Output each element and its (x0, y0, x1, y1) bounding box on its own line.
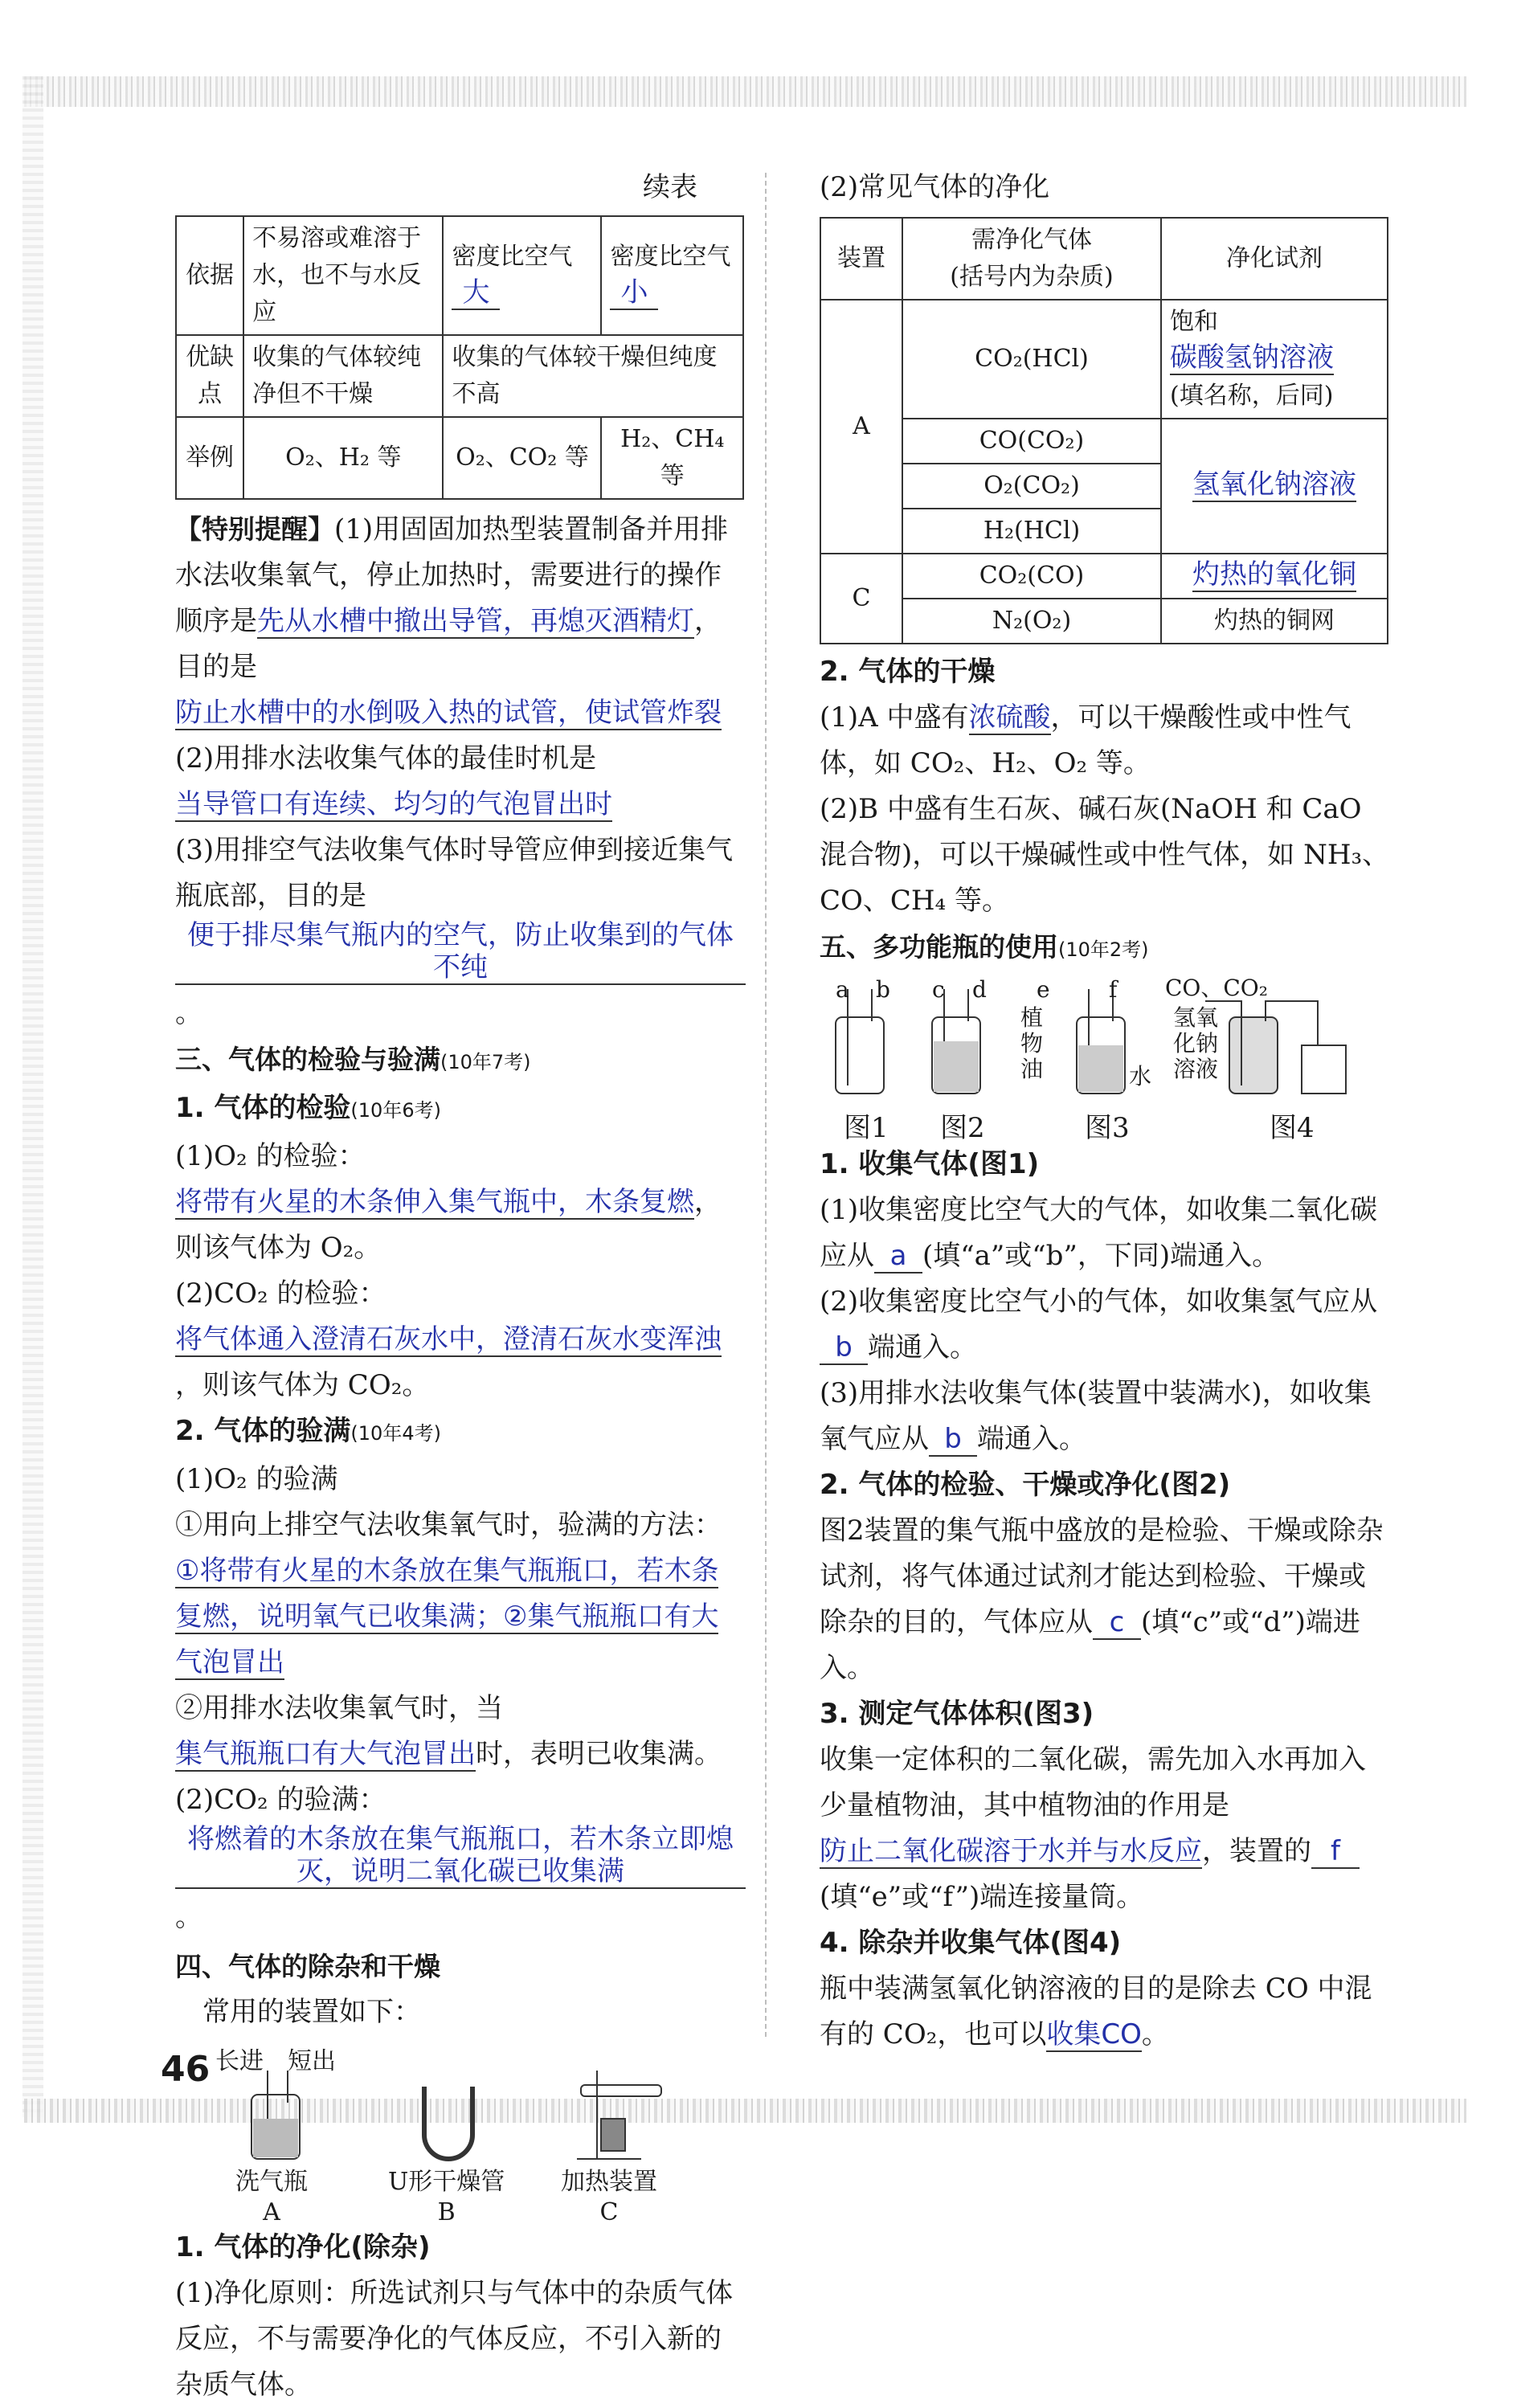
table-cell: 不易溶或难溶于水，也不与水反应 (243, 216, 443, 335)
subsection-title-text: 1. 气体的检验 (175, 1092, 351, 1124)
figure-label: 植物油 (1020, 1004, 1044, 1082)
section-5-title (820, 924, 1390, 973)
paragraph (820, 1737, 1390, 1920)
figure-caption: 图1 (844, 1112, 889, 1144)
table-header-row (820, 218, 1388, 300)
tip-paragraph-1 (175, 506, 746, 736)
paragraph (820, 1279, 1390, 1371)
left-column (175, 165, 746, 2408)
table-cell: 举例 (176, 417, 243, 499)
caption-text: 洗气瓶 (235, 2168, 308, 2196)
paragraph (820, 1371, 1390, 1462)
heating-apparatus-icon (577, 2071, 661, 2159)
paragraph-text: (填“e”或“f”)端连接量筒。 (820, 1881, 1144, 1913)
right-column (820, 165, 1390, 2058)
paragraph-text: (1)A 中盛有 (820, 701, 969, 734)
table-cell: A (820, 300, 902, 554)
exam-frequency-note: (10年7考) (440, 1051, 531, 1073)
cell-text: (填名称，后同) (1170, 382, 1334, 410)
header-text: 需净化气体 (971, 226, 1092, 254)
paragraph: 常用的装置如下： (202, 1996, 421, 2028)
table-cell: 收集的气体较纯净但不干燥 (243, 335, 443, 417)
answer-blank: 防止二氧化碳溶于水并与水反应 (820, 1835, 1202, 1867)
tip-paragraph-2 (175, 736, 746, 828)
table-row (820, 419, 1388, 464)
caption-text: 加热装置 (561, 2168, 657, 2196)
paragraph (820, 1188, 1390, 1279)
figure-caption-c (561, 2167, 657, 2228)
table-row (820, 300, 1388, 419)
paragraph-text: 。 (1141, 2018, 1169, 2050)
paragraph (820, 1508, 1390, 1691)
paragraph-text: 端通入。 (868, 1331, 977, 1363)
subsection-title: 1. 气体的净化(除杂) (175, 2231, 431, 2263)
paragraph: (2)B 中盛有生石灰、碱石灰(NaOH 和 CaO 混合物)，可以干燥碱性或中性气体，如 NH₃、CO、CH₄ 等。 (820, 793, 1390, 917)
paragraph: (2)常见气体的净化 (820, 171, 1050, 203)
section-3-title (175, 1036, 746, 1085)
answer-blank: f (1311, 1835, 1360, 1869)
cell-text: 密度比空气 (610, 243, 731, 271)
answer-blank: 防止水槽中的水倒吸入热的试管，使试管炸裂 (175, 697, 722, 729)
table-cell: H₂、CH₄ 等 (601, 417, 743, 499)
table-header-cell (902, 218, 1161, 300)
paragraph-text: ②用排水法收集氧气时，当 (175, 1692, 503, 1724)
exam-frequency-note: (10年2考) (1058, 938, 1149, 961)
table-row (176, 417, 743, 499)
answer-blank: 当导管口有连续、均匀的气泡冒出时 (175, 788, 612, 820)
tip-text: ，目的是 (175, 605, 722, 683)
table-row (176, 216, 743, 335)
answer-blank: 碳酸氢钠溶液 (1170, 341, 1334, 374)
table-cell (601, 216, 743, 335)
tip-label: 【特别提醒】 (175, 513, 334, 545)
paragraph-text: ，可以干燥酸性或中性气体，如 CO₂、H₂、O₂ 等。 (820, 701, 1351, 779)
answer-blank: 将燃着的木条放在集气瓶瓶口，若木条立即熄灭，说明二氧化碳已收集满 (175, 1823, 746, 1889)
table-cell: O₂、H₂ 等 (243, 417, 443, 499)
paragraph-text: 收集一定体积的二氧化碳，需先加入水再加入少量植物油，其中植物油的作用是 (820, 1744, 1366, 1821)
port-label: d (972, 976, 987, 1003)
exam-frequency-note: (10年4考) (350, 1422, 441, 1445)
paragraph (820, 1966, 1390, 2058)
answer-blank: 大 (452, 276, 500, 310)
port-label: b (876, 976, 890, 1003)
scan-border-left (22, 76, 43, 2117)
apparatus-drawing (223, 2071, 705, 2167)
table-cell: 优缺点 (176, 335, 243, 417)
section-4-title: 四、气体的除杂和干燥 (175, 1951, 440, 1982)
column-divider (765, 173, 767, 2037)
figure-label: 氢氧化钠溶液 (1173, 1004, 1219, 1082)
figure-label: 水 (1129, 1063, 1152, 1090)
figure-caption: 图3 (1085, 1112, 1130, 1144)
table-cell (1161, 300, 1388, 419)
answer-blank: 浓硫酸 (968, 701, 1051, 734)
paragraph-text: (填“c”或“d”)端进入。 (820, 1606, 1360, 1684)
table-cell: O₂、CO₂ 等 (443, 417, 601, 499)
figure-caption-b (388, 2167, 505, 2228)
answer-blank: b (820, 1331, 868, 1365)
table-row (820, 599, 1388, 644)
paragraph-text: 则该气体为 O₂。 (175, 1232, 382, 1264)
figure-caption: 图4 (1270, 1112, 1315, 1144)
table-cell: CO₂(HCl) (902, 300, 1161, 419)
answer-blank: b (929, 1423, 977, 1457)
table-cell (1161, 419, 1388, 554)
collection-method-table (175, 215, 744, 500)
caption-letter: C (599, 2198, 619, 2226)
paragraph-text: 图2装置的集气瓶中盛放的是检验、干燥或除杂试剂，将气体通过试剂才能达到检验、干燥或除杂的目的，气体应从 (820, 1515, 1384, 1638)
gas-purification-table (820, 217, 1388, 644)
answer-blank: 灼热的氧化铜 (1192, 558, 1356, 591)
co2-test: (2)CO₂ 的检验：将气体通入澄清石灰水中，澄清石灰水变浑浊，则该气体为 CO₂。 (175, 1278, 722, 1401)
tip-text: (1)用固固加热型装置制备并用排水法收集氧气，停止加热时，需要进行的操作顺序是 (175, 513, 729, 637)
caption-text: U形干燥管 (388, 2168, 505, 2196)
figure-label: CO、CO₂ (1165, 975, 1268, 1001)
section-title-text: 五、多功能瓶的使用 (820, 931, 1058, 963)
figure-caption-a (235, 2167, 308, 2228)
figure-label: 长进 (215, 2047, 264, 2075)
paragraph: (1)O₂ 的验满 (175, 1463, 338, 1495)
paragraph-text: (1)O₂ 的检验： (175, 1140, 366, 1172)
paragraph (175, 1686, 746, 1777)
answer-blank: 小 (610, 276, 658, 310)
purification-apparatus-figure (175, 2038, 746, 2226)
paragraph-text: 端通入。 (977, 1423, 1086, 1455)
table-cell (1161, 554, 1388, 599)
table-cell: C (820, 554, 902, 644)
answer-blank: 集气瓶瓶口有大气泡冒出 (175, 1738, 476, 1770)
answer-blank: 先从水槽中撤出导管，再熄灭酒精灯 (257, 605, 694, 637)
table-header-cell: 净化试剂 (1161, 218, 1388, 300)
tip-text: (2)用排水法收集气体的最佳时机是 (175, 742, 597, 775)
subsection-title: 4. 除杂并收集气体(图4) (820, 1927, 1122, 1959)
paragraph-text: (3)用排水法收集气体(装置中装满水)，如收集氧气应从 (820, 1377, 1372, 1455)
subsection-title: 2. 气体的检验、干燥或净化(图2) (820, 1469, 1231, 1501)
multifunction-bottle-figure (820, 973, 1390, 1142)
bottle-drawings (820, 973, 1388, 1102)
subsection-title-text: 2. 气体的验满 (175, 1415, 351, 1447)
paragraph-text: (填“a”或“b”，下同)端通入。 (922, 1240, 1280, 1272)
subsection-title: 3. 测定气体体积(图3) (820, 1698, 1094, 1730)
table-row (820, 554, 1388, 599)
caption-letter: A (263, 2198, 280, 2226)
exam-frequency-note: (10年6考) (350, 1099, 441, 1122)
paragraph-text: 瓶中装满氢氧化钠溶液的目的是除去 CO 中混有的 CO₂，也可以 (820, 1973, 1372, 2050)
answer-blank: 将带有火星的木条伸入集气瓶中，木条复燃 (175, 1186, 694, 1218)
paragraph (820, 695, 1390, 787)
continued-label: 续表 (643, 171, 697, 203)
figure-caption: 图2 (940, 1112, 985, 1144)
subsection-title (175, 1085, 746, 1134)
table-cell: 收集的气体较干燥但纯度不高 (443, 335, 743, 417)
answer-blank: 收集CO (1046, 2018, 1142, 2050)
u-tube-icon (424, 2087, 472, 2159)
paragraph: (1)净化原则：所选试剂只与气体中的杂质气体反应，不与需要净化的气体反应，不引入新的杂质气体。 (175, 2277, 734, 2401)
scan-border-top (24, 76, 1466, 107)
answer-blank: a (874, 1240, 922, 1274)
subsection-title (175, 1408, 746, 1457)
port-label: c (932, 976, 945, 1003)
tip-text: (3)用排空气法收集气体时导管应伸到接近集气瓶底部，目的是 (175, 834, 734, 912)
paragraph-text: 时，表明已收集满。 (476, 1738, 722, 1770)
paragraph-text: (1)收集密度比空气大的气体，如收集二氧化碳应从 (820, 1194, 1378, 1272)
port-label: a (836, 976, 849, 1003)
paragraph-text: ，装置的 (1202, 1835, 1311, 1867)
port-label: f (1109, 976, 1118, 1003)
table-cell: CO(CO₂) (902, 419, 1161, 464)
cell-text: 饱和 (1170, 308, 1218, 336)
table-cell (443, 216, 601, 335)
table-cell: H₂(HCl) (902, 509, 1161, 554)
page-number: 46 (161, 2049, 211, 2090)
answer-blank: ①将带有火星的木条放在集气瓶瓶口，若木条复燃，说明氧气已收集满；②集气瓶瓶口有大气泡冒出 (175, 1555, 719, 1678)
paragraph-text: 则该气体为 CO₂。 (202, 1369, 430, 1401)
subsection-title: 2. 气体的干燥 (820, 656, 996, 688)
port-label: e (1037, 976, 1050, 1003)
paragraph-text: (2)CO₂ 的检验： (175, 1278, 386, 1310)
caption-letter: B (437, 2198, 456, 2226)
paragraph: ①用向上排空气法收集氧气时，验满的方法： (175, 1509, 722, 1541)
table-cell: CO₂(CO) (902, 554, 1161, 599)
paragraph-text: (2)CO₂ 的验满： (175, 1784, 386, 1816)
figure-label: 短出 (288, 2047, 336, 2075)
answer-blank: 将气体通入澄清石灰水中，澄清石灰水变浑浊 (175, 1323, 722, 1355)
answer-blank: 便于排尽集气瓶内的空气，防止收集到的气体不纯 (175, 919, 746, 985)
answer-blank: c (1093, 1606, 1141, 1640)
table-cell: O₂(CO₂) (902, 464, 1161, 509)
table-cell: 依据 (176, 216, 243, 335)
answer-blank: 氢氧化钠溶液 (1192, 468, 1356, 501)
table-cell: N₂(O₂) (902, 599, 1161, 644)
section-title-text: 三、气体的检验与验满 (175, 1044, 440, 1075)
table-cell: 灼热的铜网 (1161, 599, 1388, 644)
subsection-title: 1. 收集气体(图1) (820, 1148, 1040, 1180)
table-header-cell: 装置 (820, 218, 902, 300)
paragraph: (2)CO₂ 的验满：将燃着的木条放在集气瓶瓶口，若木条立即熄灭，说明二氧化碳已收集满。 (175, 1777, 746, 1940)
header-text: (括号内为杂质) (950, 263, 1114, 291)
gas-washing-bottle-icon (251, 2071, 300, 2159)
bottle-3-icon (1077, 989, 1125, 1094)
o2-test: (1)O₂ 的检验：将带有火星的木条伸入集气瓶中，木条复燃，则该气体为 O₂。 (175, 1140, 722, 1264)
paragraph-text: (2)收集密度比空气小的气体，如收集氢气应从 (820, 1286, 1378, 1318)
table-row (176, 335, 743, 417)
answer-paragraph (175, 1548, 746, 1686)
tip-paragraph-3: (3)用排空气法收集气体时导管应伸到接近集气瓶底部，目的是便于排尽集气瓶内的空气，防止收集到的气体不纯。 (175, 828, 746, 1036)
cell-text: 密度比空气 (452, 243, 573, 271)
